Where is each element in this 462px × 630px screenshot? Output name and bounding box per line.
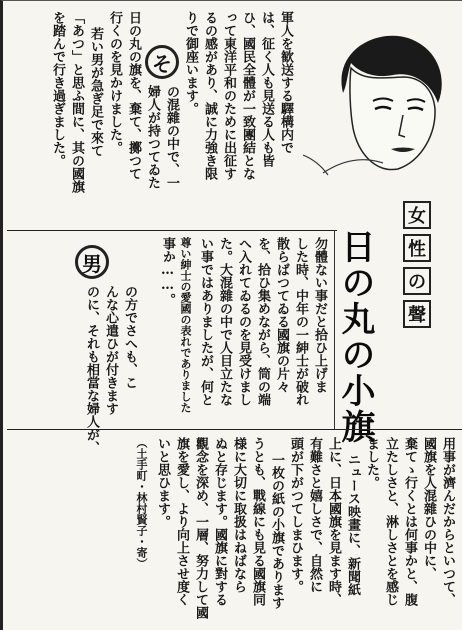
text-column: へ入れてゐるのを見受けまし: [236, 237, 251, 406]
text-column: 勿體ない事だと拾ひ上げま: [312, 237, 327, 393]
column-header-char: 女: [403, 201, 431, 229]
text-column: 棄てゝ行くとは何事かと、腹: [402, 437, 417, 606]
text-column: の方でさへも、こ: [122, 285, 137, 389]
text-column: 旗を愛し、より向上させ度く: [174, 437, 189, 606]
text-column: 觀念を深め、一層、努力して國: [193, 437, 208, 619]
text-column: 日の丸の旗を、棄て、擲つて: [126, 11, 141, 180]
column-header-char: の: [403, 267, 431, 295]
text-column: るの感があり、誠に力強き限: [202, 11, 217, 180]
woman-portrait-illustration: [303, 23, 453, 183]
text-column: した時、中年の一紳士が破れ: [293, 237, 308, 406]
text-column: って東洋平和のために出征す: [221, 11, 236, 180]
text-column: いと思ひます。: [155, 437, 170, 528]
text-column: 上に、日本國旗を見ます時、: [326, 437, 341, 606]
text-column: 尊い紳士の愛國の表れでありました: [179, 237, 192, 413]
text-column: んな心遣ひが付きます: [103, 285, 118, 415]
section-divider: [7, 230, 337, 231]
text-column: ぬと存じます。國旗に對する: [212, 437, 227, 606]
text-column: りで御座います。: [183, 11, 198, 115]
text-column: 頭が下がつてしまひます。: [288, 437, 303, 593]
text-column: の混雜の中で、一: [164, 85, 179, 189]
text-column: 若い男が急ぎ足で來て: [88, 27, 103, 157]
text-column: 「あつ」と思ふ間に、其の國旗: [69, 11, 84, 193]
article-title: 日の丸の小旗: [335, 229, 375, 445]
section-marker-otoko: 男: [75, 245, 109, 279]
text-column: のに、それも相當な婦人が、: [84, 285, 99, 454]
text-column: うとも、戰線にも見る國旗同: [250, 437, 265, 606]
text-column: ました。: [364, 437, 379, 489]
text-column: 婦人が持つてゐた: [145, 85, 160, 189]
text-column: 有難さと嬉しさで、自然に: [307, 437, 322, 593]
text-column: 様に大切に取扱はねばなら: [231, 437, 246, 593]
text-column: 立たしさと、淋しさとを感じ: [383, 437, 398, 606]
section-divider: [7, 429, 462, 430]
column-header-char: 性: [403, 234, 431, 262]
text-column: ひ、國民全體が一致團結とな: [240, 11, 255, 180]
byline: （土手町・林村賢子・寄）: [135, 437, 148, 569]
text-column: た。大混雜の中で人目立たな: [217, 237, 232, 406]
column-header: [399, 201, 435, 331]
text-column: は、征く人も見送る人も皆: [259, 11, 274, 167]
text-column: を、拾ひ集めながら、筒の端: [255, 237, 270, 406]
text-column: 軍人を歓送する驛構内で: [278, 11, 293, 154]
text-column: 用事が濟んだからといつて、: [440, 437, 455, 606]
text-column: 事か……。: [160, 237, 175, 306]
text-column: 一枚の紙の小旗であります: [269, 453, 284, 609]
text-column: を踏んで行き過ぎました。: [50, 11, 65, 167]
text-column: 國旗を人混雜ひの中に、: [421, 437, 436, 580]
section-marker-so: そ: [145, 45, 179, 79]
section-divider: [334, 230, 335, 429]
column-header-char: 聲: [403, 300, 431, 328]
text-column: ニュース映畫に、新聞紙: [345, 453, 360, 596]
text-column: 行くのを見かけました。: [107, 11, 122, 154]
text-column: い事ではありましたが、何と: [198, 237, 213, 406]
text-column: 散らばつてゐる國旗の片々: [274, 237, 289, 393]
